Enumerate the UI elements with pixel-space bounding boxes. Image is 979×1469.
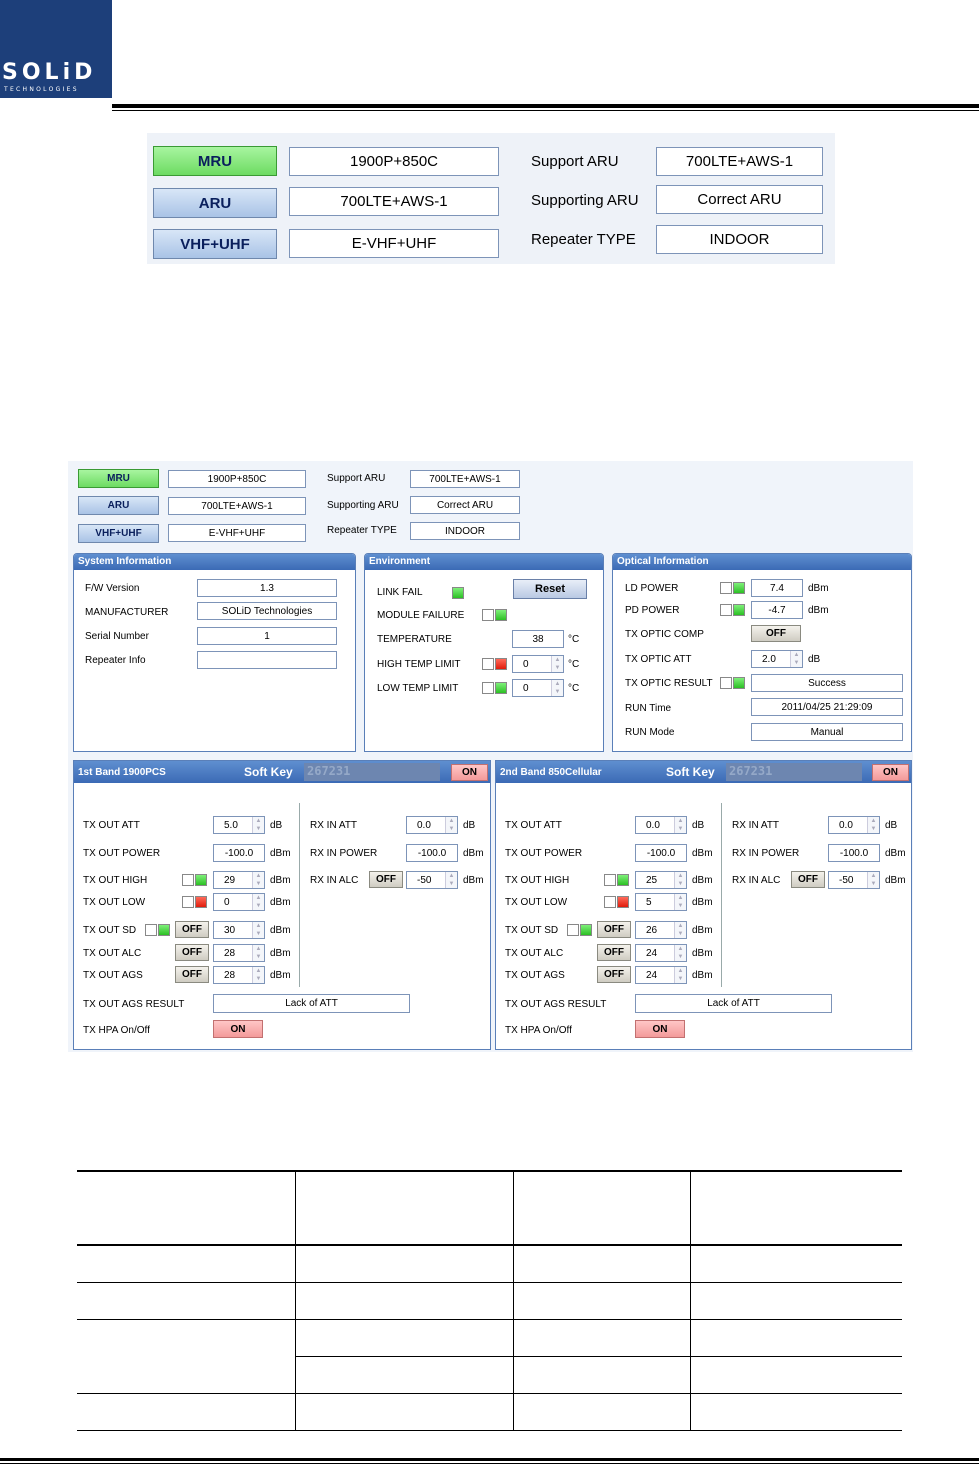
- tx-out-high-indicator: [195, 874, 207, 886]
- stepper-arrows-icon[interactable]: ▲ ▼: [674, 922, 686, 938]
- tx-optic-comp-toggle[interactable]: OFF: [751, 625, 801, 642]
- table-row: [77, 1393, 902, 1430]
- tx-out-alc-toggle[interactable]: OFF: [175, 944, 209, 961]
- temperature-unit: °C: [568, 634, 580, 645]
- rx-in-power-label: RX IN POWER: [310, 848, 378, 859]
- tx-out-power-label: TX OUT POWER: [505, 848, 583, 859]
- ld-power-checkbox[interactable]: [720, 582, 732, 594]
- tx-out-low-label: TX OUT LOW: [505, 897, 568, 908]
- pd-power-value: -4.7: [751, 601, 803, 619]
- dbm-unit: dBm: [270, 970, 291, 981]
- high-temp-stepper[interactable]: [512, 655, 564, 673]
- table-header-row: [77, 1171, 902, 1245]
- rx-in-power-label: RX IN POWER: [732, 848, 800, 859]
- repeater-type-value: INDOOR: [656, 225, 823, 254]
- tx-optic-att-unit: dB: [808, 654, 821, 665]
- tx-out-ags-value: 28: [224, 970, 236, 981]
- repeater-type-label: Repeater TYPE: [327, 525, 397, 536]
- unit-summary-panel-large: [147, 133, 835, 264]
- tx-hpa-label: TX HPA On/Off: [505, 1025, 572, 1036]
- tx-out-alc-label: TX OUT ALC: [505, 948, 564, 959]
- tx-optic-result-label: TX OPTIC RESULT: [625, 678, 713, 689]
- stepper-arrows-icon[interactable]: ▲ ▼: [252, 967, 264, 983]
- column-divider: [299, 803, 300, 987]
- tx-optic-att-label: TX OPTIC ATT: [625, 654, 692, 665]
- repeater-info-label: Repeater Info: [85, 655, 146, 666]
- tx-out-ags-result-label: TX OUT AGS RESULT: [83, 999, 185, 1010]
- tx-out-sd-stepper[interactable]: [635, 921, 687, 939]
- dbm-unit: dBm: [270, 875, 291, 886]
- environment-group: [364, 553, 604, 752]
- mru-button[interactable]: MRU: [78, 469, 159, 488]
- tx-out-sd-value: 30: [224, 925, 236, 936]
- supporting-aru-value: Correct ARU: [410, 496, 520, 514]
- band-1-on-button[interactable]: ON: [451, 764, 488, 781]
- stepper-arrows-icon[interactable]: ▲ ▼: [445, 872, 457, 888]
- ld-power-indicator: [733, 582, 745, 594]
- tx-out-alc-value: 28: [224, 948, 236, 959]
- tx-out-sd-label: TX OUT SD: [83, 925, 137, 936]
- table-header-cell: [690, 1171, 902, 1245]
- tx-out-ags-value: 24: [646, 970, 658, 981]
- fw-version-label: F/W Version: [85, 583, 140, 594]
- run-time-label: RUN Time: [625, 703, 672, 714]
- supporting-aru-value: Correct ARU: [656, 185, 823, 214]
- tx-out-sd-checkbox[interactable]: [145, 924, 157, 936]
- pd-power-indicator: [733, 604, 745, 616]
- tx-out-ags-result-value: Lack of ATT: [213, 994, 410, 1013]
- low-temp-indicator: [495, 682, 507, 694]
- tx-out-low-value: 0: [224, 897, 230, 908]
- dbm-unit: dBm: [692, 897, 713, 908]
- stepper-arrows-icon[interactable]: ▲ ▼: [551, 680, 563, 696]
- supporting-aru-label: Supporting ARU: [531, 192, 639, 209]
- tx-hpa-on-button[interactable]: ON: [213, 1020, 263, 1038]
- tx-out-alc-label: TX OUT ALC: [83, 948, 142, 959]
- vhf-uhf-button[interactable]: VHF+UHF: [78, 524, 159, 543]
- band-1-title: 1st Band 1900PCS: [78, 767, 166, 778]
- tx-out-high-indicator: [617, 874, 629, 886]
- ld-power-unit: dBm: [808, 583, 829, 594]
- system-information-group: [73, 553, 356, 752]
- tx-hpa-on-button[interactable]: ON: [635, 1020, 685, 1038]
- tx-out-sd-stepper[interactable]: [213, 921, 265, 939]
- rx-in-alc-value: -50: [839, 875, 854, 886]
- tx-out-low-stepper[interactable]: [213, 893, 265, 911]
- band-2-title-bar: [496, 761, 911, 783]
- manufacturer-value: SOLiD Technologies: [197, 602, 337, 620]
- run-mode-value: Manual: [751, 723, 903, 741]
- table-row: [77, 1245, 902, 1282]
- rx-in-att-label: RX IN ATT: [310, 820, 358, 831]
- high-temp-checkbox[interactable]: [482, 658, 494, 670]
- logo-subtext: TECHNOLOGIES: [4, 86, 79, 93]
- vhf-uhf-button[interactable]: VHF+UHF: [153, 229, 277, 259]
- mru-band-field: 1900P+850C: [289, 147, 499, 176]
- tx-out-sd-toggle[interactable]: OFF: [175, 921, 209, 938]
- logo-word: SOLiD: [2, 60, 97, 85]
- tx-out-low-indicator: [195, 896, 207, 908]
- dbm-unit: dBm: [270, 897, 291, 908]
- serial-number-label: Serial Number: [85, 631, 149, 642]
- low-temp-unit: °C: [568, 683, 580, 694]
- empty-table: [77, 1170, 902, 1431]
- tx-out-sd-label: TX OUT SD: [505, 925, 559, 936]
- tx-out-att-value: 5.0: [224, 820, 238, 831]
- tx-out-ags-toggle[interactable]: OFF: [175, 966, 209, 983]
- rx-in-alc-label: RX IN ALC: [732, 875, 781, 886]
- db-unit: dB: [463, 820, 476, 831]
- tx-out-sd-value: 26: [646, 925, 658, 936]
- module-failure-indicator: [495, 609, 507, 621]
- band-panel-1: [73, 760, 491, 1050]
- manufacturer-label: MANUFACTURER: [85, 607, 169, 618]
- tx-out-ags-stepper[interactable]: [635, 966, 687, 984]
- dbm-unit: dBm: [270, 948, 291, 959]
- support-aru-value: 700LTE+AWS-1: [410, 470, 520, 488]
- module-failure-label: MODULE FAILURE: [377, 610, 465, 621]
- high-temp-limit-label: HIGH TEMP LIMIT: [377, 659, 461, 670]
- tx-out-low-checkbox[interactable]: [604, 896, 616, 908]
- vhf-band-field: E-VHF+UHF: [168, 524, 306, 542]
- stepper-arrows-icon[interactable]: ▲ ▼: [551, 656, 563, 672]
- tx-out-low-indicator: [617, 896, 629, 908]
- link-fail-label: LINK FAIL: [377, 587, 423, 598]
- tx-out-ags-result-value: Lack of ATT: [635, 994, 832, 1013]
- stepper-arrows-icon[interactable]: ▲ ▼: [674, 894, 686, 910]
- rx-in-power-value: -100.0: [406, 844, 458, 862]
- stepper-arrows-icon[interactable]: ▲ ▼: [674, 817, 686, 833]
- band-1-title-bar: [74, 761, 490, 783]
- tx-out-sd-toggle[interactable]: OFF: [597, 921, 631, 938]
- tx-out-low-value: 5: [646, 897, 652, 908]
- tx-out-ags-result-label: TX OUT AGS RESULT: [505, 999, 607, 1010]
- repeater-info-value[interactable]: [197, 651, 337, 669]
- table-row: [77, 1282, 902, 1319]
- tx-out-sd-indicator: [580, 924, 592, 936]
- band-2-on-button[interactable]: ON: [872, 764, 909, 781]
- footer-rule-thin: [0, 1463, 979, 1464]
- low-temp-stepper[interactable]: [512, 679, 564, 697]
- dbm-unit: dBm: [692, 948, 713, 959]
- low-temp-value: 0: [523, 683, 529, 694]
- tx-optic-result-value: Success: [751, 674, 903, 692]
- tx-out-ags-stepper[interactable]: [213, 966, 265, 984]
- rx-in-att-value: 0.0: [839, 820, 853, 831]
- dbm-unit: dBm: [885, 848, 906, 859]
- tx-out-att-stepper[interactable]: [635, 816, 687, 834]
- fw-version-value: 1.3: [197, 579, 337, 597]
- support-aru-label: Support ARU: [531, 153, 619, 170]
- tx-out-high-label: TX OUT HIGH: [83, 875, 148, 886]
- stepper-arrows-icon[interactable]: ▲ ▼: [790, 651, 802, 667]
- tx-out-high-checkbox[interactable]: [182, 874, 194, 886]
- low-temp-limit-label: LOW TEMP LIMIT: [377, 683, 459, 694]
- tx-out-power-value: -100.0: [635, 844, 687, 862]
- rx-in-att-stepper[interactable]: [406, 816, 458, 834]
- tx-out-alc-value: 24: [646, 948, 658, 959]
- temperature-label: TEMPERATURE: [377, 634, 452, 645]
- tx-out-high-value: 29: [224, 875, 236, 886]
- pd-power-unit: dBm: [808, 605, 829, 616]
- aru-button[interactable]: ARU: [78, 496, 159, 515]
- header-rule-thin: [112, 110, 979, 111]
- stepper-arrows-icon[interactable]: ▲ ▼: [445, 817, 457, 833]
- rx-in-alc-toggle[interactable]: OFF: [369, 871, 403, 888]
- rx-in-alc-toggle[interactable]: OFF: [791, 871, 825, 888]
- stepper-arrows-icon[interactable]: ▲ ▼: [867, 872, 879, 888]
- rx-in-att-label: RX IN ATT: [732, 820, 780, 831]
- db-unit: dB: [692, 820, 705, 831]
- repeater-type-value: INDOOR: [410, 522, 520, 540]
- column-divider: [721, 803, 722, 987]
- ld-power-value: 7.4: [751, 579, 803, 597]
- repeater-type-label: Repeater TYPE: [531, 231, 636, 248]
- tx-out-high-value: 25: [646, 875, 658, 886]
- tx-out-high-checkbox[interactable]: [604, 874, 616, 886]
- tx-out-att-value: 0.0: [646, 820, 660, 831]
- tx-hpa-label: TX HPA On/Off: [83, 1025, 150, 1036]
- rx-in-alc-value: -50: [417, 875, 432, 886]
- stepper-arrows-icon[interactable]: ▲ ▼: [867, 817, 879, 833]
- tx-out-alc-toggle[interactable]: OFF: [597, 944, 631, 961]
- tx-optic-result-indicator: [733, 677, 745, 689]
- tx-out-low-checkbox[interactable]: [182, 896, 194, 908]
- environment-title: Environment: [365, 554, 603, 570]
- repeater-status-window: [68, 461, 913, 1052]
- db-unit: dB: [885, 820, 898, 831]
- rx-in-att-value: 0.0: [417, 820, 431, 831]
- tx-optic-comp-label: TX OPTIC COMP: [625, 629, 704, 640]
- dbm-unit: dBm: [463, 875, 484, 886]
- tx-out-alc-stepper[interactable]: [635, 944, 687, 962]
- band-panel-2: [495, 760, 912, 1050]
- stepper-arrows-icon[interactable]: ▲ ▼: [674, 945, 686, 961]
- module-failure-checkbox[interactable]: [482, 609, 494, 621]
- tx-out-ags-label: TX OUT AGS: [83, 970, 143, 981]
- aru-band-field: 700LTE+AWS-1: [289, 187, 499, 216]
- rx-in-alc-stepper[interactable]: [406, 871, 458, 889]
- dbm-unit: dBm: [463, 848, 484, 859]
- optical-information-group: [612, 553, 912, 752]
- dbm-unit: dBm: [270, 925, 291, 936]
- aru-button[interactable]: ARU: [153, 188, 277, 218]
- band-2-softkey-label: Soft Key: [666, 765, 715, 779]
- tx-out-ags-label: TX OUT AGS: [505, 970, 565, 981]
- ld-power-label: LD POWER: [625, 583, 679, 594]
- tx-out-att-stepper[interactable]: [213, 816, 265, 834]
- rx-in-alc-stepper[interactable]: [828, 871, 880, 889]
- rx-in-att-stepper[interactable]: [828, 816, 880, 834]
- table-row: [77, 1319, 902, 1356]
- reset-button[interactable]: Reset: [513, 579, 587, 599]
- stepper-arrows-icon[interactable]: ▲ ▼: [674, 967, 686, 983]
- support-aru-value: 700LTE+AWS-1: [656, 147, 823, 176]
- db-unit: dB: [270, 820, 283, 831]
- optical-information-title: Optical Information: [613, 554, 911, 570]
- tx-out-sd-checkbox[interactable]: [567, 924, 579, 936]
- stepper-arrows-icon[interactable]: ▲ ▼: [252, 872, 264, 888]
- table-header-cell: [77, 1171, 295, 1245]
- tx-out-power-value: -100.0: [213, 844, 265, 862]
- rx-in-power-value: -100.0: [828, 844, 880, 862]
- dbm-unit: dBm: [692, 970, 713, 981]
- stepper-arrows-icon[interactable]: ▲ ▼: [252, 945, 264, 961]
- tx-optic-result-checkbox[interactable]: [720, 677, 732, 689]
- stepper-arrows-icon[interactable]: ▲ ▼: [252, 817, 264, 833]
- system-information-title: System Information: [74, 554, 355, 570]
- tx-out-att-label: TX OUT ATT: [505, 820, 562, 831]
- mru-button[interactable]: MRU: [153, 146, 277, 176]
- band-2-title: 2nd Band 850Cellular: [500, 767, 602, 778]
- vhf-band-field: E-VHF+UHF: [289, 229, 499, 258]
- solid-logo: [0, 0, 112, 98]
- tx-out-power-label: TX OUT POWER: [83, 848, 161, 859]
- run-time-value: 2011/04/25 21:29:09: [751, 698, 903, 716]
- tx-out-low-stepper[interactable]: [635, 893, 687, 911]
- pd-power-checkbox[interactable]: [720, 604, 732, 616]
- supporting-aru-label: Supporting ARU: [327, 500, 399, 511]
- mru-band-field: 1900P+850C: [168, 470, 306, 488]
- table-header-cell: [295, 1171, 513, 1245]
- header-rule: [112, 104, 979, 108]
- tx-optic-att-stepper[interactable]: [751, 650, 803, 668]
- band-1-softkey-label: Soft Key: [244, 765, 293, 779]
- tx-out-att-label: TX OUT ATT: [83, 820, 140, 831]
- band-2-softkey-field[interactable]: 267231: [726, 763, 862, 781]
- temperature-value: 38: [512, 630, 564, 648]
- link-fail-indicator: [452, 587, 464, 599]
- tx-out-low-label: TX OUT LOW: [83, 897, 146, 908]
- high-temp-unit: °C: [568, 659, 580, 670]
- dbm-unit: dBm: [885, 875, 906, 886]
- tx-out-alc-stepper[interactable]: [213, 944, 265, 962]
- dbm-unit: dBm: [692, 848, 713, 859]
- stepper-arrows-icon[interactable]: ▲ ▼: [252, 894, 264, 910]
- stepper-arrows-icon[interactable]: ▲ ▼: [252, 922, 264, 938]
- band-1-softkey-field[interactable]: 267231: [304, 763, 440, 781]
- high-temp-indicator: [495, 658, 507, 670]
- run-mode-label: RUN Mode: [625, 727, 675, 738]
- serial-number-value: 1: [197, 627, 337, 645]
- footer-rule: [0, 1458, 979, 1461]
- pd-power-label: PD POWER: [625, 605, 680, 616]
- tx-out-high-label: TX OUT HIGH: [505, 875, 570, 886]
- aru-band-field: 700LTE+AWS-1: [168, 497, 306, 515]
- tx-out-ags-toggle[interactable]: OFF: [597, 966, 631, 983]
- rx-in-alc-label: RX IN ALC: [310, 875, 359, 886]
- dbm-unit: dBm: [692, 875, 713, 886]
- dbm-unit: dBm: [692, 925, 713, 936]
- stepper-arrows-icon[interactable]: ▲ ▼: [674, 872, 686, 888]
- support-aru-label: Support ARU: [327, 473, 386, 484]
- low-temp-checkbox[interactable]: [482, 682, 494, 694]
- tx-out-high-stepper[interactable]: [635, 871, 687, 889]
- tx-optic-att-value: 2.0: [762, 654, 776, 665]
- tx-out-sd-indicator: [158, 924, 170, 936]
- high-temp-value: 0: [523, 659, 529, 670]
- dbm-unit: dBm: [270, 848, 291, 859]
- table-header-cell: [513, 1171, 690, 1245]
- tx-out-high-stepper[interactable]: [213, 871, 265, 889]
